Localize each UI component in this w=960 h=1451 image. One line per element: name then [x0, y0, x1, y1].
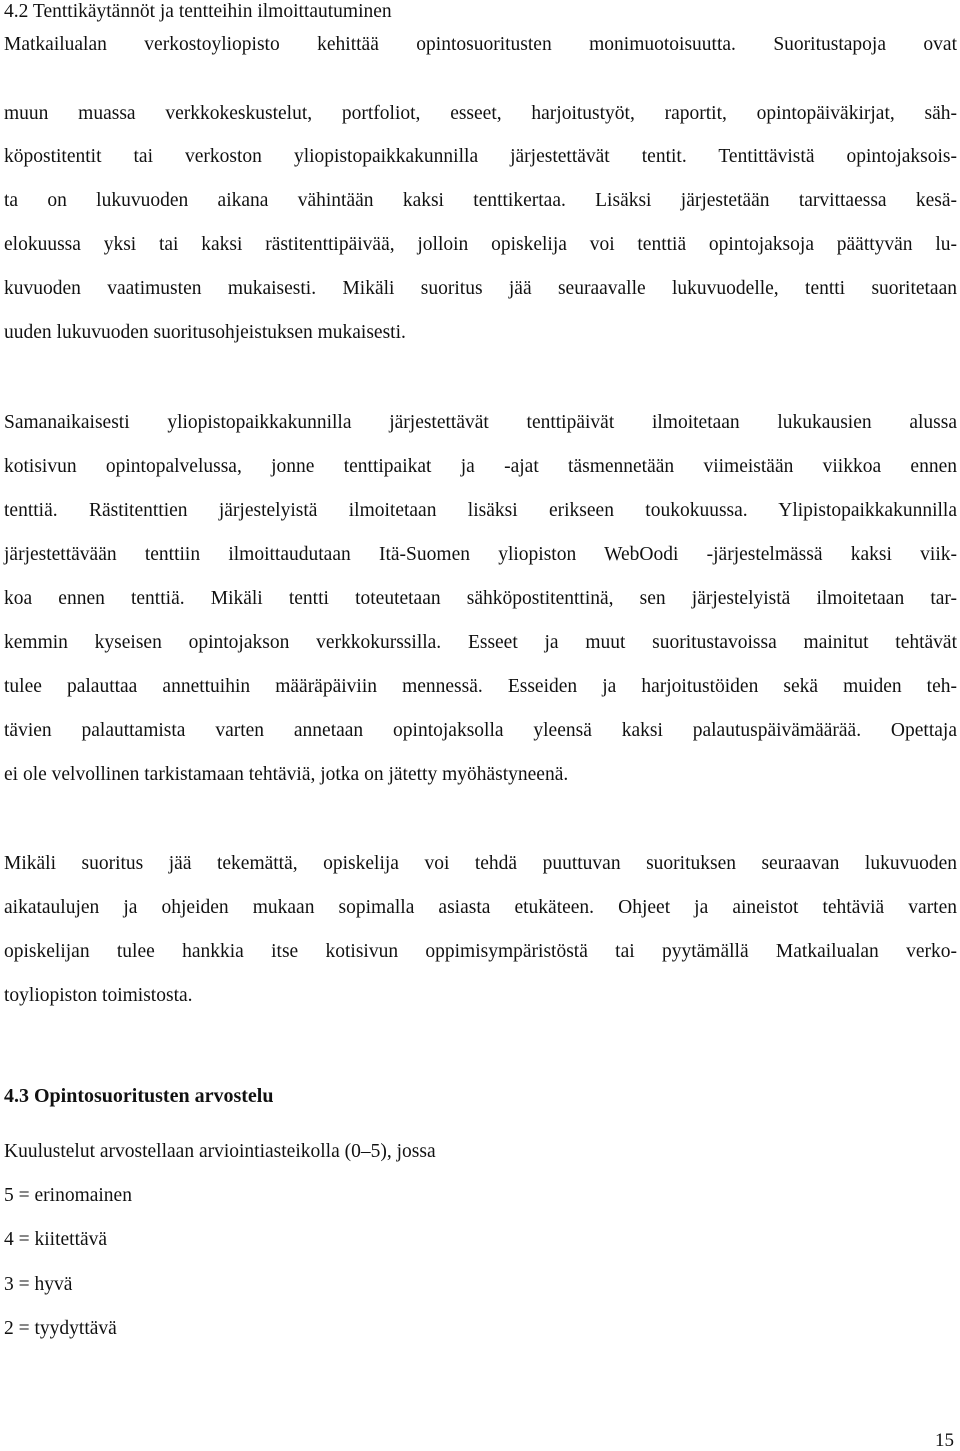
paragraph-line: Matkailualan verkostoyliopisto kehittää opintosuoritusten monimuotoisuutta. Suoritustapoja ovat [4, 34, 957, 55]
paragraph-line: elokuussa yksi tai kaksi rästitenttipäivää, jolloin opiskelija voi tenttiä opintojaksoja päättyvän lu- [4, 234, 957, 255]
paragraph-line: muun muassa verkkokeskustelut, portfoliot, esseet, harjoitustyöt, raportit, opintopäiväkirjat, säh- [4, 103, 957, 124]
paragraph-line: tenttiä. Rästitenttien järjestelyistä ilmoitetaan lisäksi erikseen toukokuussa. Ylipistopaikkakunnilla [4, 500, 957, 521]
paragraph-line: toyliopiston toimistosta. [4, 985, 193, 1006]
paragraph-line: köpostitentit tai verkoston yliopistopaikkakunnilla järjestettävät tentit. Tentittävistä opintojaksois- [4, 146, 957, 167]
grade-item: 4 = kiitettävä [4, 1229, 108, 1250]
grade-item: 3 = hyvä [4, 1274, 73, 1295]
paragraph-line: Samanaikaisesti yliopistopaikkakunnilla järjestettävät tenttipäivät ilmoitetaan lukukausien alussa [4, 412, 957, 433]
section-heading-4-3: 4.3 Opintosuoritusten arvostelu [4, 1085, 274, 1107]
paragraph-line: Mikäli suoritus jää tekemättä, opiskelija voi tehdä puuttuvan suorituksen seuraavan lukuvuoden [4, 853, 957, 874]
grading-intro: Kuulustelut arvostellaan arviointiasteikolla (0–5), jossa [4, 1141, 436, 1162]
paragraph-line: kemmin kyseisen opintojakson verkkokurssilla. Esseet ja muut suoritustavoissa mainitut tehtävät [4, 632, 957, 653]
paragraph-line: kuvuoden vaatimusten mukaisesti. Mikäli suoritus jää seuraavalle lukuvuodelle, tentti suoritetaan [4, 278, 957, 299]
grade-item: 2 = tyydyttävä [4, 1318, 117, 1339]
paragraph-line: uuden lukuvuoden suoritusohjeistuksen mukaisesti. [4, 322, 406, 343]
paragraph-line: ei ole velvollinen tarkistamaan tehtäviä, jotka on jätetty myöhästyneenä. [4, 764, 569, 785]
paragraph-line: järjestettävään tenttiin ilmoittaudutaan Itä-Suomen yliopiston WebOodi -järjestelmässä kaksi viik- [4, 544, 957, 565]
page-number: 15 [935, 1430, 954, 1451]
paragraph-line: koa ennen tenttiä. Mikäli tentti toteutetaan sähköpostitenttinä, sen järjestelyistä ilmoitetaan tar- [4, 588, 957, 609]
paragraph-line: ta on lukuvuoden aikana vähintään kaksi tenttikertaa. Lisäksi järjestetään tarvittaessa kesä- [4, 190, 957, 211]
paragraph-line: kotisivun opintopalvelussa, jonne tenttipaikat ja -ajat täsmennetään viimeistään viikkoa ennen [4, 456, 957, 477]
paragraph-line: aikataulujen ja ohjeiden mukaan sopimalla asiasta etukäteen. Ohjeet ja aineistot tehtäviä varten [4, 897, 957, 918]
paragraph-line: tävien palauttamista varten annetaan opintojaksolla yleensä kaksi palautuspäivämäärää. Opettaja [4, 720, 957, 741]
paragraph-line: opiskelijan tulee hankkia itse kotisivun oppimisympäristöstä tai pyytämällä Matkailualan verko- [4, 941, 957, 962]
section-heading-4-2: 4.2 Tenttikäytännöt ja tentteihin ilmoittautuminen [4, 1, 392, 22]
paragraph-line: tulee palauttaa annettuihin määräpäiviin mennessä. Esseiden ja harjoitustöiden sekä muiden teh- [4, 676, 957, 697]
grade-item: 5 = erinomainen [4, 1185, 132, 1206]
